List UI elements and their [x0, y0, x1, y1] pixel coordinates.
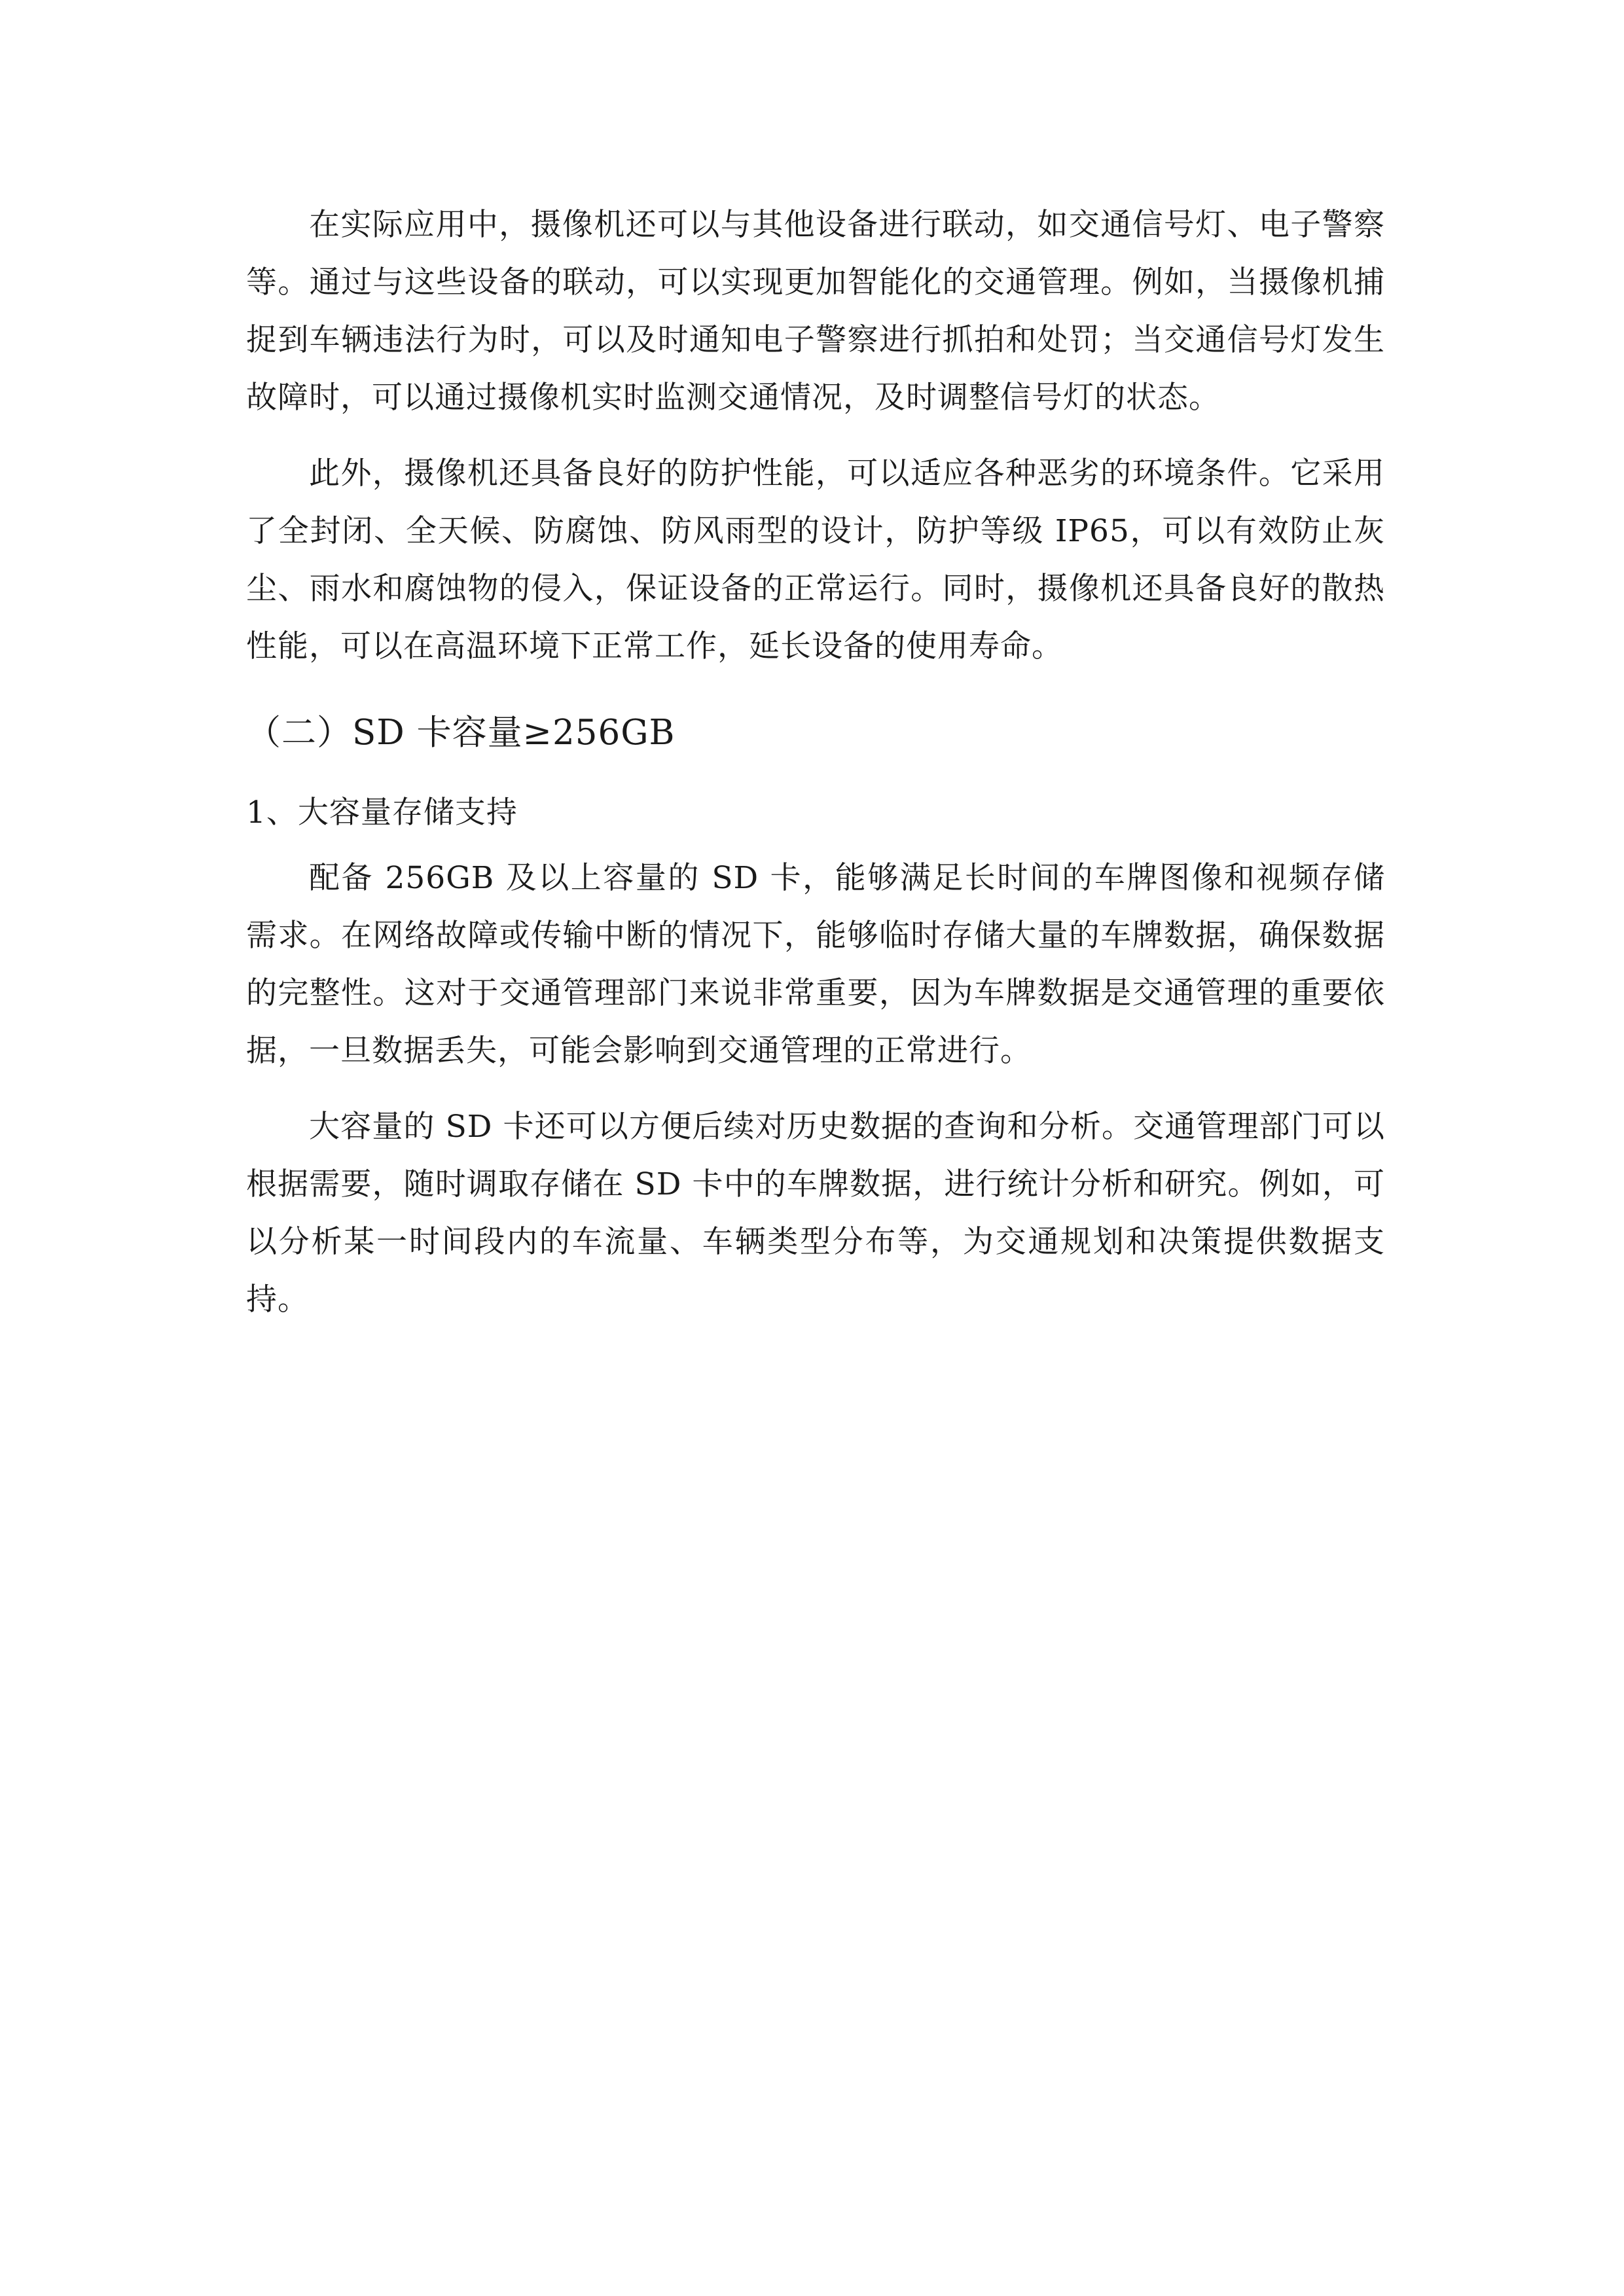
paragraph-storage-capacity: 配备 256GB 及以上容量的 SD 卡，能够满足长时间的车牌图像和视频存储需求。在网络故障或传输中断的情况下，能够临时存储大量的车牌数据，确保数据的完整性。这对于交通管理部门来说非常重要，因为车牌数据是交通管理的重要依据，一旦数据丢失，可能会影响到交通管理的正常进行。 [246, 860, 1385, 1069]
paragraph-camera-linkage: 在实际应用中，摄像机还可以与其他设备进行联动，如交通信号灯、电子警察等。通过与这些设备的联动，可以实现更加智能化的交通管理。例如，当摄像机捕捉到车辆违法行为时，可以及时通知电子警察进行抓拍和处罚；当交通信号灯发生故障时，可以通过摄像机实时监测交通情况，及时调整信号灯的状态。 [246, 207, 1385, 416]
paragraph-camera-protection: 此外，摄像机还具备良好的防护性能，可以适应各种恶劣的环境条件。它采用了全封闭、全天候、防腐蚀、防风雨型的设计，防护等级 IP65，可以有效防止灰尘、雨水和腐蚀物的侵入，保证设备的正常运行。同时，摄像机还具备良好的散热性能，可以在高温环境下正常工作，延长设备的使用寿命。 [246, 456, 1385, 664]
paragraph-history-analysis: 大容量的 SD 卡还可以方便后续对历史数据的查询和分析。交通管理部门可以根据需要，随时调取存储在 SD 卡中的车牌数据，进行统计分析和研究。例如，可以分析某一时间段内的车流量、车辆类型分布等，为交通规划和决策提供数据支持。 [246, 1109, 1385, 1318]
section-heading-sd-card: （二）SD 卡容量≥256GB [246, 713, 676, 753]
sub-heading-storage-support: 1、大容量存储支持 [246, 795, 518, 831]
document-body [246, 196, 1385, 1329]
